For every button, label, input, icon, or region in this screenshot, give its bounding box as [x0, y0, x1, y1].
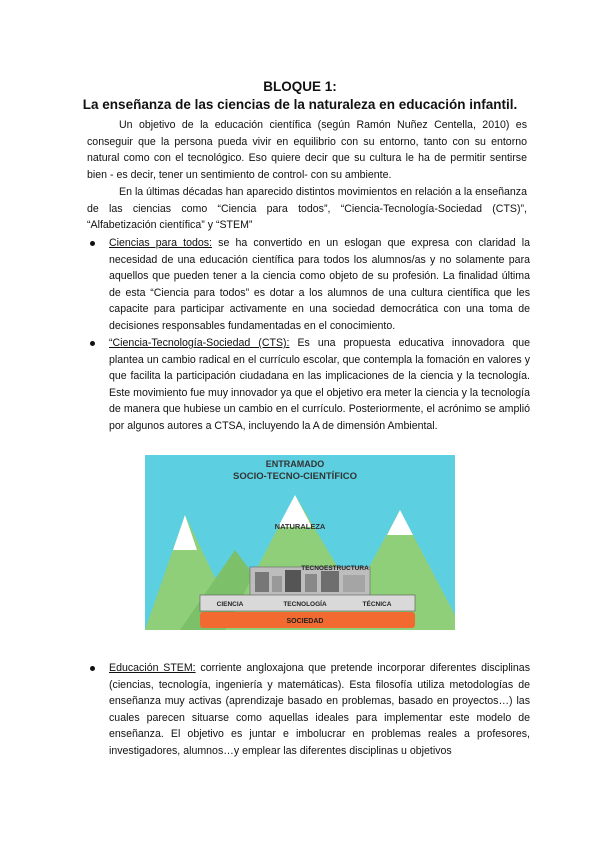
bullet-dot — [90, 241, 95, 246]
bullet-cts — [90, 335, 530, 435]
bullet-term: “Ciencia-Tecnología-Sociedad (CTS): — [109, 337, 290, 349]
bullet-text — [109, 660, 530, 760]
bullet-text — [109, 335, 530, 435]
socio-techno-scientific-illustration — [145, 455, 455, 630]
label-tecnologia: TECNOLOGÍA — [283, 601, 327, 608]
bullet-body: se ha convertido en un eslogan que expresa con claridad la necesidad de una educación científica para todos los alumnos/as y no solamente para aquellos que pueden tener a la ciencia como objeto de su profesión. La finalidad última de esta “Ciencia para todos” es dotar a los alumnos de una cultura científica que les capacite para participar activamente en una sociedad democrática con una toma de decisiones responsables fundamentadas en el conocimiento. — [109, 237, 530, 332]
bullet-dot — [90, 666, 95, 671]
figure-title-line1: ENTRAMADO — [265, 459, 325, 469]
building-shape — [321, 571, 339, 592]
building-shape — [343, 575, 365, 592]
bullet-stem — [90, 660, 530, 760]
building-shape — [285, 570, 301, 592]
page-title: BLOQUE 1: — [263, 79, 337, 94]
bullet-dot — [90, 341, 95, 346]
bullet-body: corriente angloxajona que pretende incorporar diferentes disciplinas (ciencias, tecnología, ingeniería y matemáticas). Esta filosofía utiliza metodologías de enseñanza muy activas (aprendizaje basado en problemas, basado en proyectos…) las cuales parecen situarse como aquellas ideales para implementar este modelo de enseñanza. El objetivo es juntar e imbolucrar en problemas reales a profesores, investigadores, alumnos…y emplear las diferentes disciplinas u objetivos — [109, 662, 530, 757]
bullet-text — [109, 235, 530, 335]
bullet-ciencia-para-todos — [90, 235, 530, 335]
movements-paragraph: En la últimas décadas han aparecido distintos movimientos en relación a la enseñanza de las ciencias como “Ciencia para todos”, “Ciencia-Tecnología-Sociedad (CTS)”, “Alfabetización científica” y “STEM” — [87, 186, 527, 232]
label-ciencia: CIENCIA — [216, 601, 244, 608]
bullet-term: Educación STEM: — [109, 662, 196, 674]
intro-paragraph: Un objetivo de la educación científica (según Ramón Nuñez Centella, 2010) es conseguir que la persona pueda vivir en equilibrio con su entorno, tanto con su entorno natural como con el tecnológico. Eso quiere decir que su cultura le ha de permitir sentirse bien - es decir, tener un sentimiento de control- con su ambiente. — [87, 119, 527, 181]
building-shape — [255, 572, 269, 592]
building-shape — [272, 576, 282, 592]
label-tecnica: TÉCNICA — [362, 601, 392, 608]
building-shape — [305, 574, 317, 592]
figure-title-line2: SOCIO-TECNO-CIENTÍFICO — [232, 471, 358, 482]
bullet-term: Ciencias para todos: — [109, 237, 212, 249]
bullet-body: Es una propuesta educativa innovadora que plantea un cambio radical en el currículo escolar, que contempla la fomación en valores y que facilita la participación ciudadana en las implicaciones de la ciencia y la tecnología. Este movimiento fue muy innovador ya que el objetivo era meter la ciencia y la tecnología de manera que hubiese un cambio en el currículo. Posteriormente, el acrónimo se amplió por algunos autores a CTSA, incluyendo la A de dimensión Ambiental. — [109, 337, 530, 432]
label-tecnoestructura: TECNOESTRUCTURA — [301, 565, 369, 572]
label-sociedad: SOCIEDAD — [286, 618, 324, 625]
label-naturaleza: NATURALEZA — [274, 522, 326, 531]
page-subtitle: La enseñanza de las ciencias de la naturaleza en educación infantil. — [82, 97, 518, 112]
